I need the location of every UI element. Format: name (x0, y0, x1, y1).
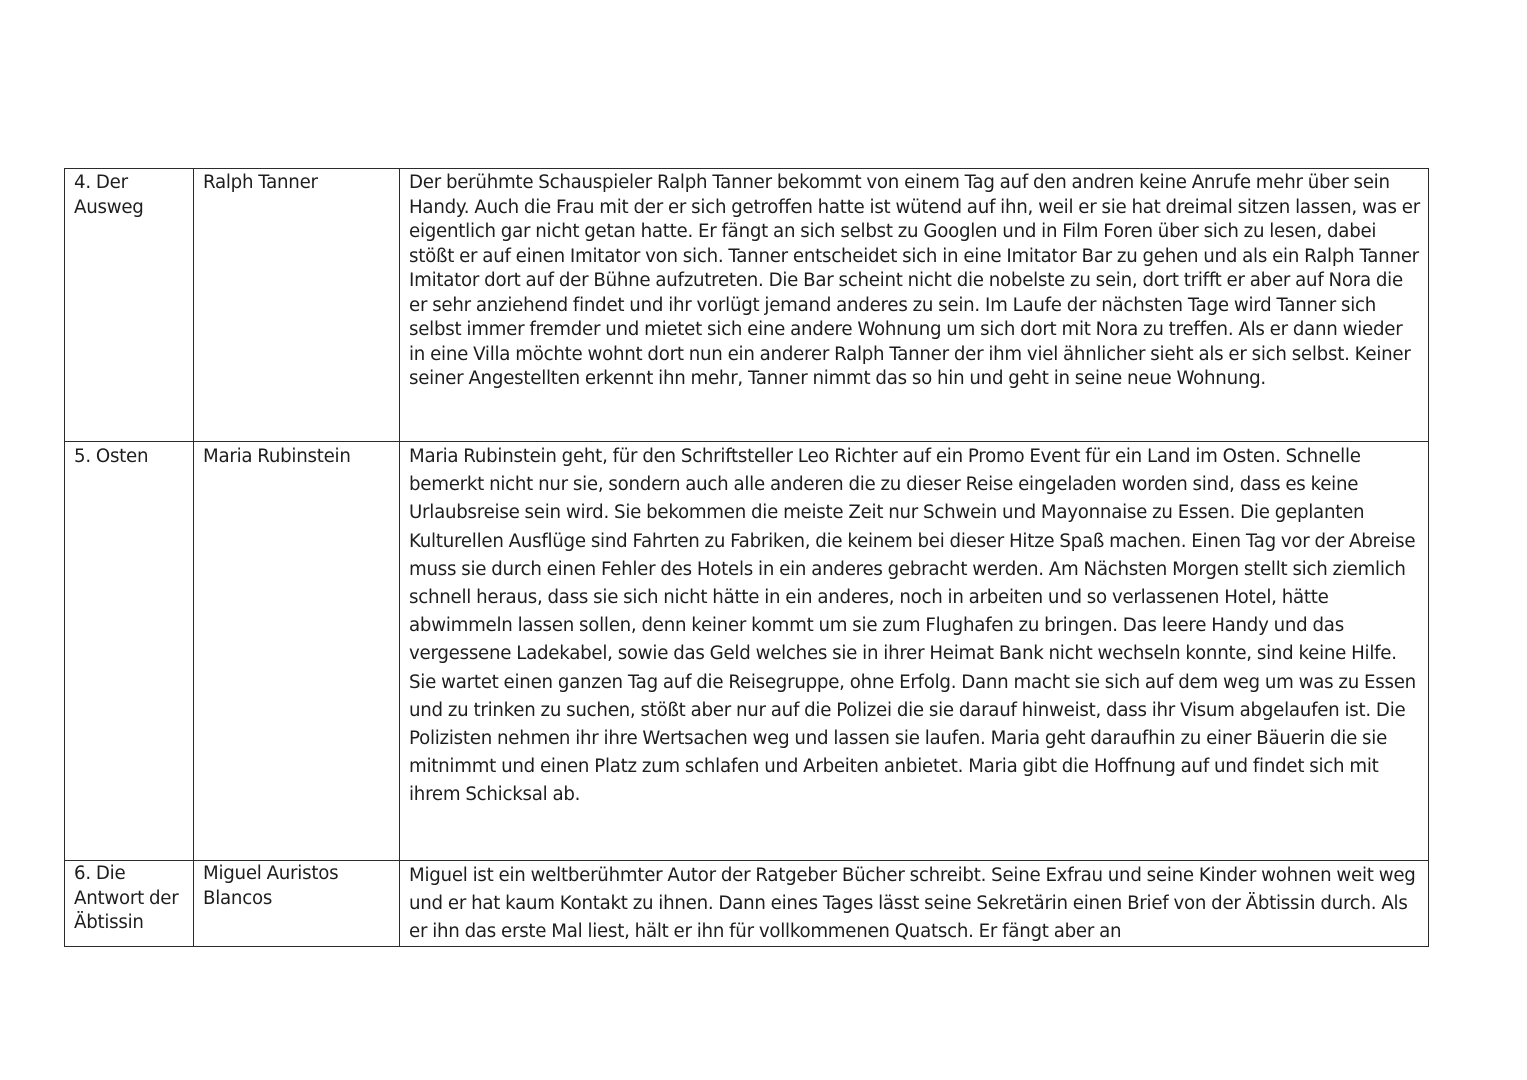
character-cell (194, 169, 400, 442)
summary-cell (400, 442, 1429, 861)
table-row (65, 861, 1429, 947)
table-row (65, 442, 1429, 861)
table-row (65, 169, 1429, 442)
character-cell (194, 861, 400, 947)
summary-cell (400, 861, 1429, 947)
chapter-title: 5. Osten (74, 446, 149, 467)
chapter-title: 4. Der Ausweg (74, 172, 144, 218)
chapter-summary-table (64, 168, 1429, 947)
chapter-cell (65, 442, 194, 861)
character-cell (194, 442, 400, 861)
character-name: Miguel Auristos Blancos (203, 863, 339, 909)
chapter-summary: Miguel ist ein weltberühmter Autor der Ratgeber Bücher schreibt. Seine Exfrau und seine Kinder wohnen weit weg und er hat kaum Kontakt zu ihnen. Dann eines Tages lässt seine Sekretärin einen Brief von der Äbtissin durch. Als er ihn das erste Mal liest, hält er ihn für vollkommenen Quatsch. Er fängt aber an (409, 865, 1416, 942)
chapter-summary: Maria Rubinstein geht, für den Schriftsteller Leo Richter auf ein Promo Event für ein Land im Osten. Schnelle bemerkt nicht nur sie, sondern auch alle anderen die zu dieser Reise eingeladen worden sind, dass es keine Urlaubsreise sein wird. Sie bekommen die meiste Zeit nur Schwein und Mayonnaise zu Essen. Die geplanten Kulturellen Ausflüge sind Fahrten zu Fabriken, die keinem bei dieser Hitze Spaß machen. Einen Tag vor der Abreise muss sie durch einen Fehler des Hotels in ein anderes gebracht werden. Am Nächsten Morgen stellt sich ziemlich schnell heraus, dass sie sich nicht hätte in ein anderes, noch in arbeiten und so verlassenen Hotel, hätte abwimmeln lassen sollen, denn keiner kommt um sie zum Flughafen zu bringen. Das leere Handy und das vergessene Ladekabel, sowie das Geld welches sie in ihrer Heimat Bank nicht wechseln konnte, sind keine Hilfe. Sie wartet einen ganzen Tag auf die Reisegruppe, ohne Erfolg. Dann macht sie sich auf dem weg um was zu Essen und zu trinken zu suchen, stößt aber nur auf die Polizei die sie darauf hinweist, dass ihr Visum abgelaufen ist. Die Polizisten nehmen ihr ihre Wertsachen weg und lassen sie laufen. Maria geht daraufhin zu einer Bäuerin die sie mitnimmt und einen Platz zum schlafen und Arbeiten anbietet. Maria gibt die Hoffnung auf und findet sich mit ihrem Schicksal ab. (409, 446, 1416, 806)
character-name: Ralph Tanner (203, 172, 318, 193)
chapter-summary: Der berühmte Schauspieler Ralph Tanner bekommt von einem Tag auf den andren keine Anrufe mehr über sein Handy. Auch die Frau mit der er sich getroffen hatte ist wütend auf ihn, weil er sie hat dreimal sitzen lassen, was er eigentlich gar nicht getan hatte. Er fängt an sich selbst zu Googlen und in Film Foren über sich zu lesen, dabei stößt er auf einen Imitator von sich. Tanner entscheidet sich in eine Imitator Bar zu gehen und als ein Ralph Tanner Imitator dort auf der Bühne aufzutreten. Die Bar scheint nicht die nobelste zu sein, dort trifft er aber auf Nora die er sehr anziehend findet und ihr vorlügt jemand anderes zu sein. Im Laufe der nächsten Tage wird Tanner sich selbst immer fremder und mietet sich eine andere Wohnung um sich dort mit Nora zu treffen. Als er dann wieder in eine Villa möchte wohnt dort nun ein anderer Ralph Tanner der ihm viel ähnlicher sieht als er sich selbst. Keiner seiner Angestellten erkennt ihn mehr, Tanner nimmt das so hin und geht in seine neue Wohnung. (409, 172, 1420, 389)
character-name: Maria Rubinstein (203, 446, 351, 467)
chapter-cell (65, 169, 194, 442)
chapter-cell (65, 861, 194, 947)
summary-cell (400, 169, 1429, 442)
chapter-title: 6. Die Antwort der Äbtissin (74, 863, 179, 933)
